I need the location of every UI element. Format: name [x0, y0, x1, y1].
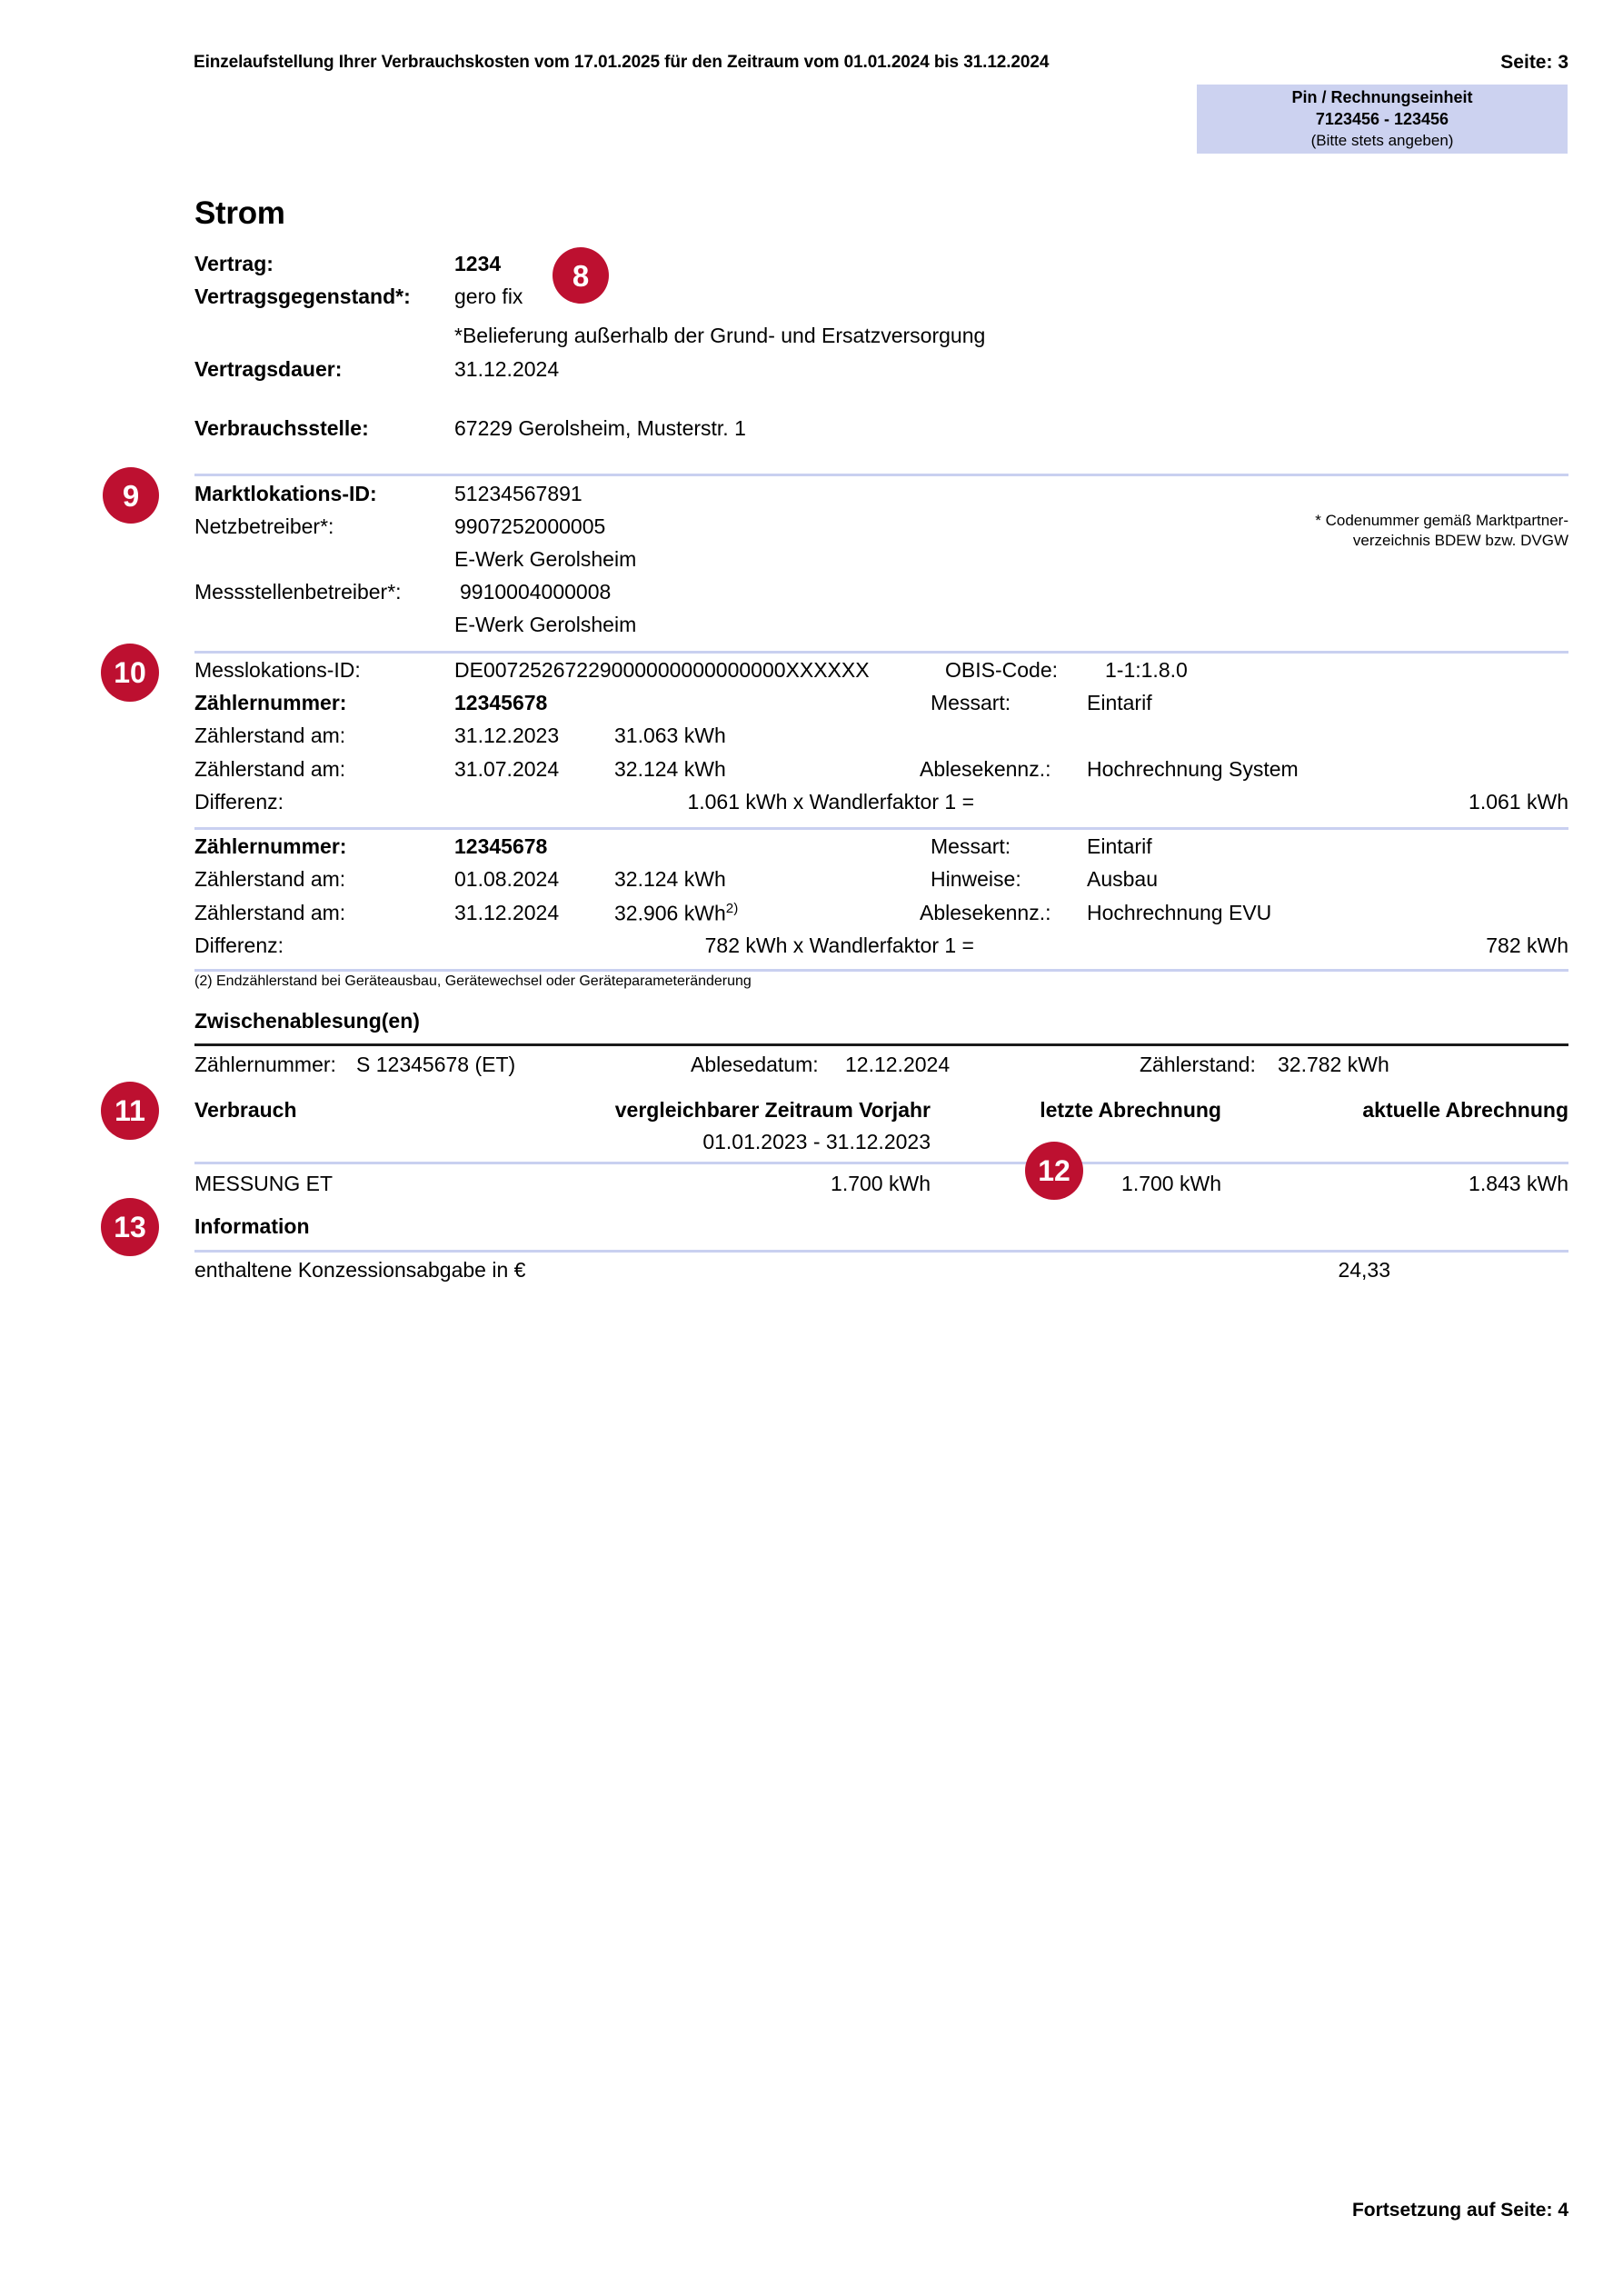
- verbrauch-row-letzte: 1.700 kWh: [1121, 1172, 1221, 1195]
- divider-meter-1-bottom: [194, 827, 1568, 830]
- divider-verbrauch-header: [194, 1162, 1568, 1164]
- meter-1-zaehlernummer-label: Zählernummer:: [194, 691, 347, 714]
- meter-2-reading-1-label: Zählerstand am:: [194, 867, 346, 891]
- vertragsgegenstand-label: Vertragsgegenstand*:: [194, 285, 411, 308]
- messstellenbetreiber-name: E-Werk Gerolsheim: [454, 613, 637, 636]
- netzbetreiber-value: 9907252000005: [454, 514, 606, 538]
- vertragsgegenstand-value: gero fix: [454, 285, 523, 308]
- marktlokations-id-label: Marktlokations-ID:: [194, 482, 377, 505]
- vertrag-value: 1234: [454, 252, 502, 275]
- obis-code-label: OBIS-Code:: [945, 658, 1058, 682]
- annotation-badge-13-number: 13: [114, 1211, 146, 1243]
- vertrag-label: Vertrag:: [194, 252, 274, 275]
- annotation-badge-10: [101, 644, 159, 702]
- zwischenablesung-zaehlernummer-value: S 12345678 (ET): [356, 1053, 516, 1076]
- meter-2-reading-2-value-wrap: [614, 901, 738, 926]
- codenummer-footnote-line2: verzeichnis BDEW bzw. DVGW: [1352, 532, 1568, 550]
- zwischenablesung-ablesedatum-value: 12.12.2024: [845, 1053, 951, 1076]
- page-number-label: Seite: 3: [1500, 52, 1568, 73]
- meter-1-reading-2-date: 31.07.2024: [454, 757, 560, 781]
- meter-1-differenz-total: 1.061 kWh: [1469, 790, 1568, 814]
- meter-1-differenz-label: Differenz:: [194, 790, 284, 814]
- verbrauch-row-name: MESSUNG ET: [194, 1172, 334, 1195]
- meter-2-reading-2-value: 32.906 kWh: [614, 901, 726, 925]
- verbrauch-col-letzte-header: letzte Abrechnung: [1040, 1098, 1221, 1122]
- verbrauch-row-vorjahr: 1.700 kWh: [831, 1172, 931, 1195]
- meter-2-reading-1-right-value: Ausbau: [1087, 867, 1159, 891]
- meter-2-differenz-formula: 782 kWh x Wandlerfaktor 1 =: [704, 933, 974, 957]
- meter-1-messart-value: Eintarif: [1087, 691, 1152, 714]
- annotation-badge-10-number: 10: [114, 656, 146, 689]
- annotation-badge-8-number: 8: [572, 258, 590, 293]
- divider-zwischenablesung: [194, 1043, 1568, 1046]
- information-row-value: 24,33: [1338, 1258, 1390, 1282]
- zwischenablesung-title: Zwischenablesung(en): [194, 1009, 420, 1033]
- verbrauch-col-vorjahr-subheader: 01.01.2023 - 31.12.2023: [702, 1130, 931, 1153]
- meter-1-reading-2-right-label: Ablesekennz.:: [920, 757, 1051, 781]
- divider-meter-2-bottom: [194, 969, 1568, 972]
- verbrauchsstelle-label: Verbrauchsstelle:: [194, 416, 369, 440]
- verbrauch-col-vorjahr-header: vergleichbarer Zeitraum Vorjahr: [614, 1098, 931, 1122]
- meter-2-zaehlernummer-value: 12345678: [454, 834, 548, 858]
- zwischenablesung-ablesedatum-label: Ablesedatum:: [691, 1053, 819, 1076]
- footer-continuation-note: Fortsetzung auf Seite: 4: [1351, 2200, 1568, 2221]
- divider-market-top: [194, 474, 1568, 476]
- marktlokations-id-value: 51234567891: [454, 482, 582, 505]
- verbrauch-title: Verbrauch: [194, 1098, 297, 1122]
- zwischenablesung-zaehlernummer-label: Zählernummer:: [194, 1053, 336, 1076]
- meter-1-differenz-formula: 1.061 kWh x Wandlerfaktor 1 =: [687, 790, 974, 814]
- meter-2-reading-1-date: 01.08.2024: [454, 867, 560, 891]
- meter-2-reading-2-footnote-marker: 2): [725, 901, 739, 916]
- meter-1-reading-1-date: 31.12.2023: [454, 724, 560, 747]
- annotation-badge-8: [553, 247, 609, 304]
- meter-1-messart-label: Messart:: [931, 691, 1011, 714]
- divider-information: [194, 1250, 1568, 1253]
- information-row-label: enthaltene Konzessionsabgabe in €: [194, 1258, 526, 1282]
- metering-footnote: (2) Endzählerstand bei Geräteausbau, Gerätewechsel oder Geräteparameteränderung: [194, 973, 752, 989]
- meter-2-reading-1-value: 32.124 kWh: [614, 867, 726, 891]
- divider-metering-top: [194, 651, 1568, 654]
- vertragsdauer-value: 31.12.2024: [454, 357, 560, 381]
- pin-box-hint: (Bitte stets angeben): [1310, 132, 1454, 149]
- vertragsdauer-label: Vertragsdauer:: [194, 357, 343, 381]
- meter-1-reading-1-value: 31.063 kWh: [614, 724, 726, 747]
- annotation-badge-9: [103, 467, 159, 524]
- document-header-line: Einzelaufstellung Ihrer Verbrauchskosten vom 17.01.2025 für den Zeitraum vom 01.01.2024 bis 31.12.2024: [194, 53, 1050, 72]
- annotation-badge-11-number: 11: [115, 1094, 145, 1127]
- meter-2-reading-2-right-value: Hochrechnung EVU: [1087, 901, 1272, 924]
- messlokations-id-value: DE00725267229000000000000000XXXXXX: [454, 658, 870, 682]
- zwischenablesung-zaehlerstand-label: Zählerstand:: [1140, 1053, 1256, 1076]
- codenummer-footnote: [1187, 511, 1568, 552]
- annotation-badge-13: [101, 1198, 159, 1256]
- obis-code-value: 1-1:1.8.0: [1105, 658, 1188, 682]
- pin-box-title: Pin / Rechnungseinheit: [1291, 88, 1473, 106]
- meter-2-differenz-label: Differenz:: [194, 933, 284, 957]
- verbrauch-row-aktuelle: 1.843 kWh: [1469, 1172, 1568, 1195]
- meter-2-differenz-total: 782 kWh: [1486, 933, 1568, 957]
- information-title: Information: [194, 1214, 310, 1238]
- zwischenablesung-zaehlerstand-value: 32.782 kWh: [1278, 1053, 1389, 1076]
- meter-2-zaehlernummer-label: Zählernummer:: [194, 834, 347, 858]
- netzbetreiber-label: Netzbetreiber*:: [194, 514, 334, 538]
- meter-1-zaehlernummer-value: 12345678: [454, 691, 548, 714]
- pin-box-value: 7123456 - 123456: [1315, 110, 1449, 128]
- codenummer-footnote-line1: * Codenummer gemäß Marktpartner-: [1315, 512, 1568, 529]
- verbrauchsstelle-value: 67229 Gerolsheim, Musterstr. 1: [454, 416, 746, 440]
- meter-1-reading-2-value: 32.124 kWh: [614, 757, 726, 781]
- meter-1-reading-1-label: Zählerstand am:: [194, 724, 346, 747]
- verbrauch-col-aktuelle-header: aktuelle Abrechnung: [1362, 1098, 1568, 1122]
- vertragsgegenstand-note: *Belieferung außerhalb der Grund- und Ersatzversorgung: [454, 324, 986, 347]
- meter-2-reading-1-right-label: Hinweise:: [931, 867, 1021, 891]
- messlokations-id-label: Messlokations-ID:: [194, 658, 361, 682]
- meter-2-messart-value: Eintarif: [1087, 834, 1152, 858]
- messstellenbetreiber-value: 9910004000008: [460, 580, 612, 604]
- page-title: Strom: [194, 195, 285, 231]
- meter-2-reading-2-label: Zählerstand am:: [194, 901, 346, 924]
- annotation-badge-12-number: 12: [1038, 1154, 1070, 1187]
- annotation-badge-9-number: 9: [122, 478, 140, 513]
- meter-2-reading-2-right-label: Ablesekennz.:: [920, 901, 1051, 924]
- messstellenbetreiber-label: Messstellenbetreiber*:: [194, 580, 402, 604]
- pin-rechnungseinheit-box: [1197, 85, 1568, 154]
- annotation-badge-11: [101, 1082, 159, 1140]
- meter-2-messart-label: Messart:: [931, 834, 1011, 858]
- meter-2-reading-2-date: 31.12.2024: [454, 901, 560, 924]
- meter-1-reading-2-label: Zählerstand am:: [194, 757, 346, 781]
- meter-1-reading-2-right-value: Hochrechnung System: [1087, 757, 1299, 781]
- netzbetreiber-name: E-Werk Gerolsheim: [454, 547, 637, 571]
